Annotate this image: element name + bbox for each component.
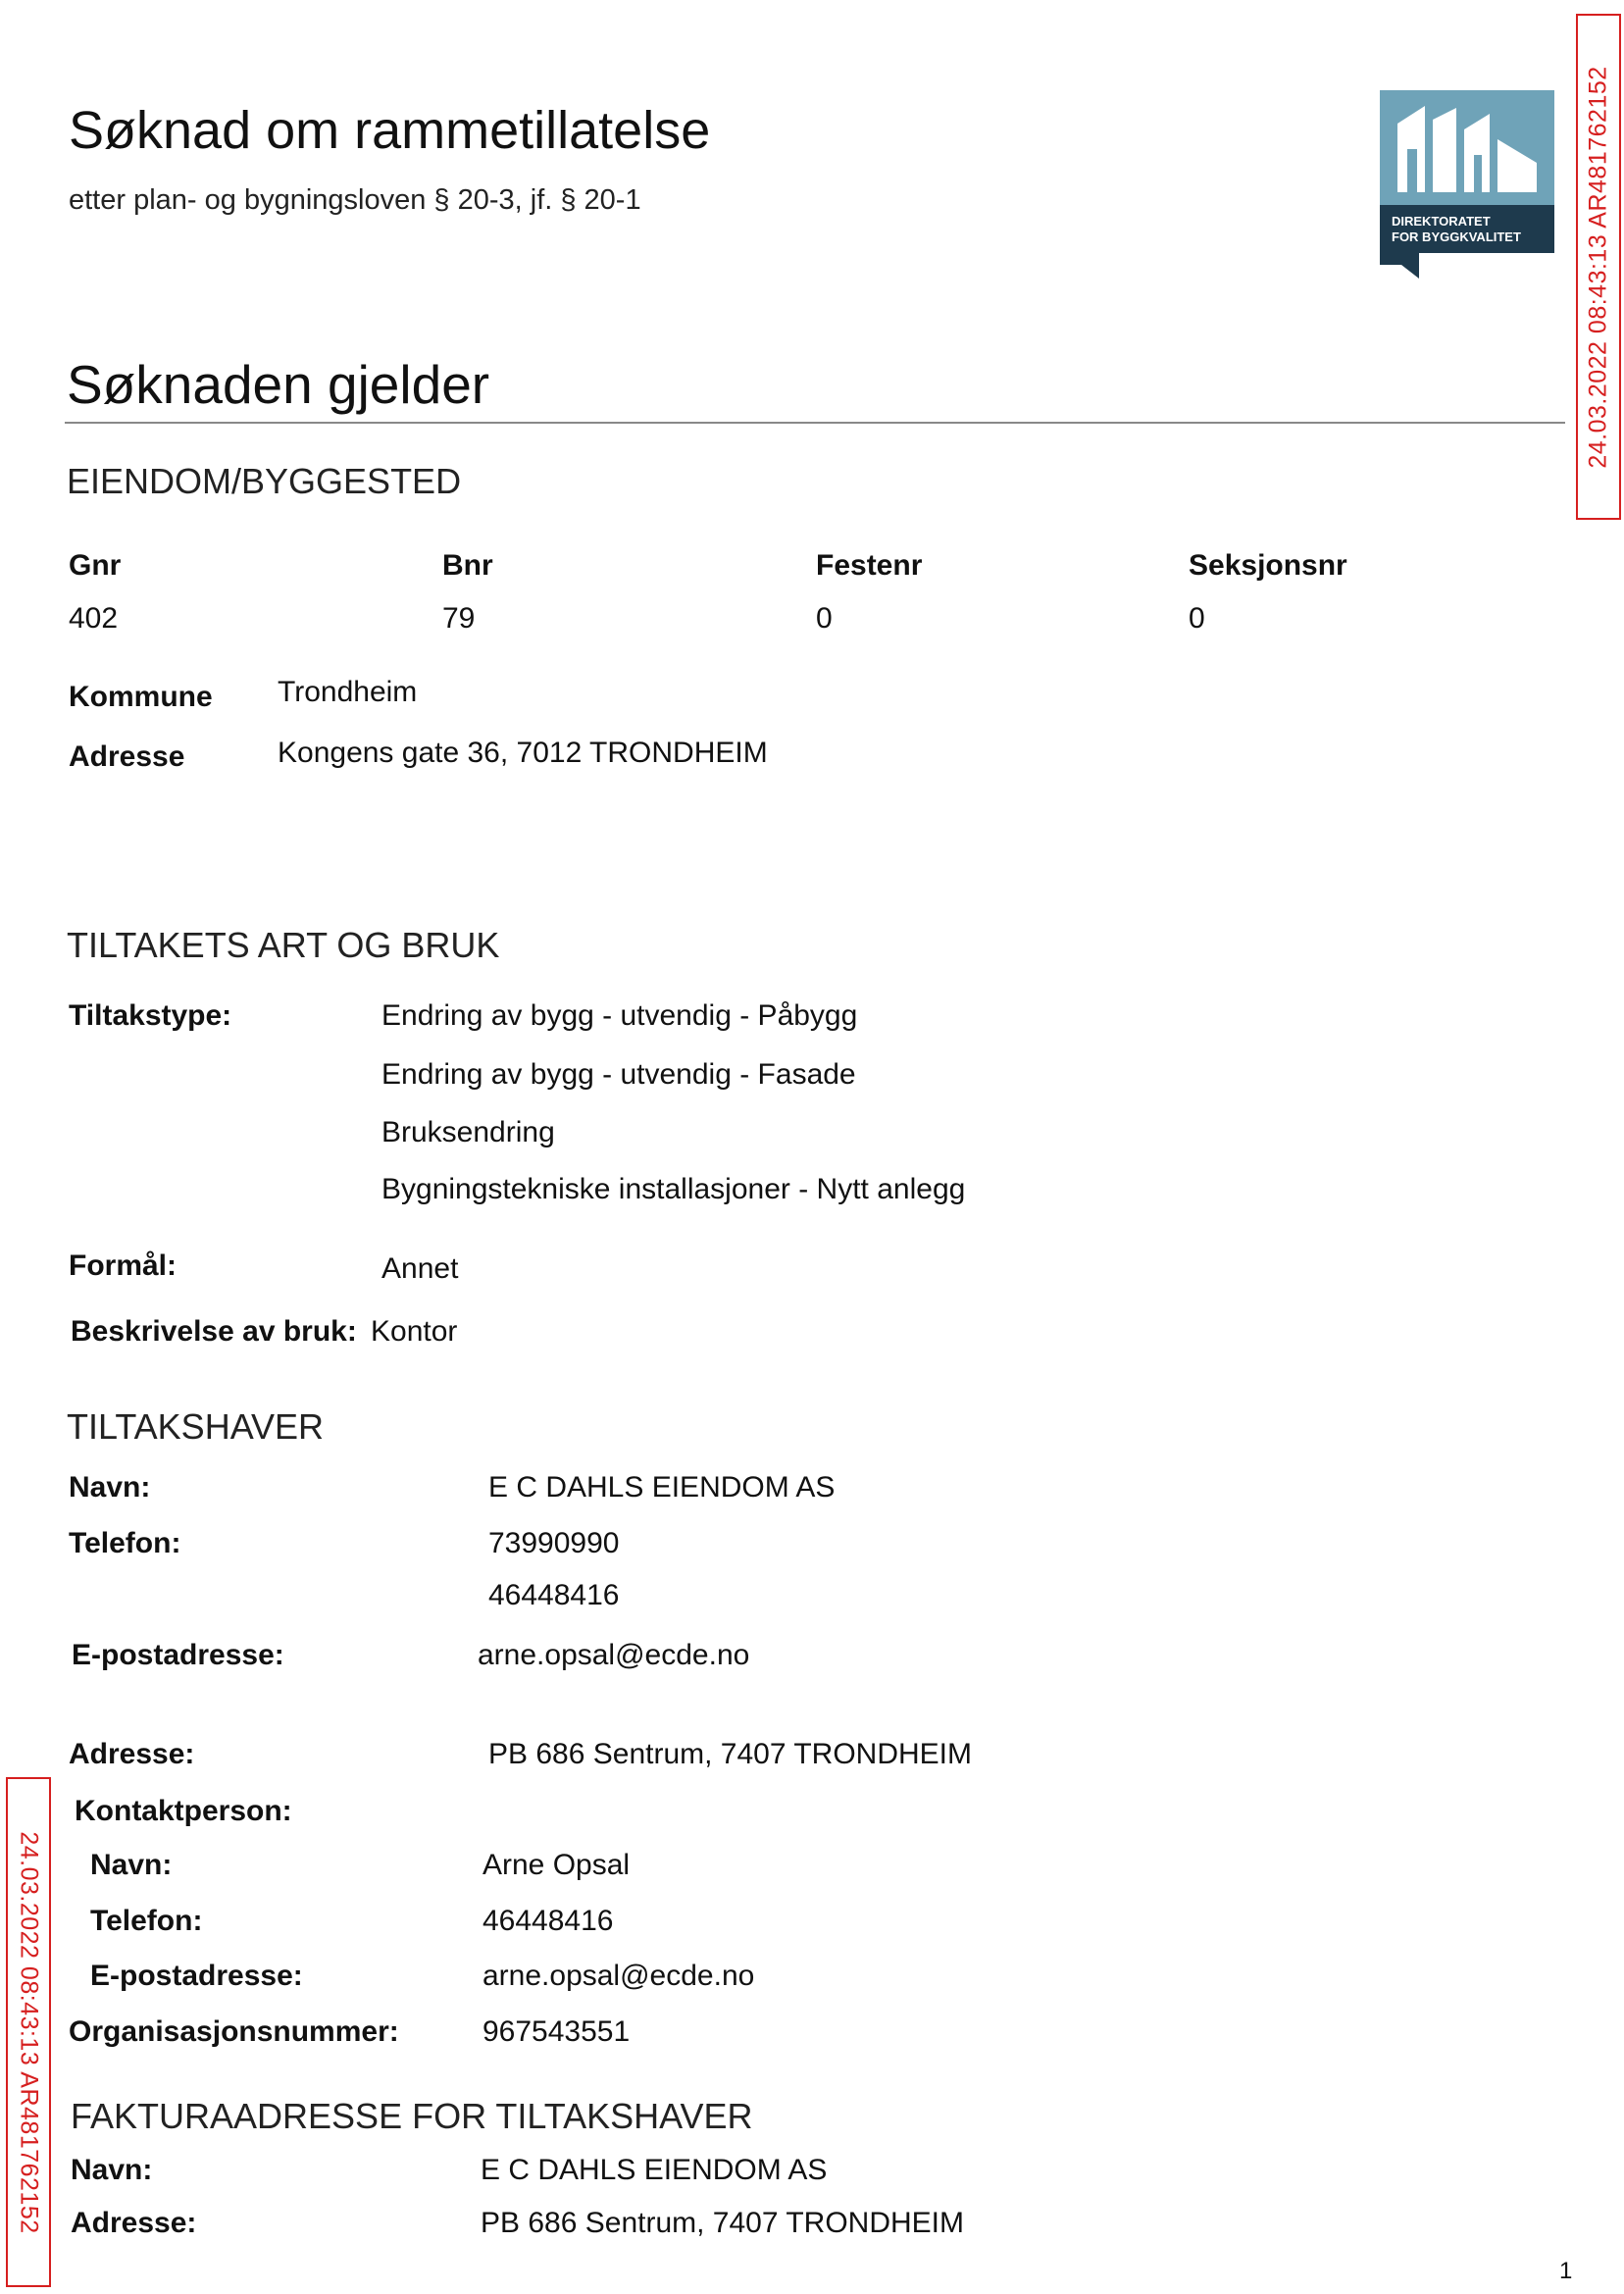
label-formal: Formål: (69, 1249, 178, 1282)
page-title: Søknad om rammetillatelse (69, 101, 711, 160)
tiltakstype-item: Bruksendring (381, 1116, 555, 1148)
label-seksjonsnr: Seksjonsnr (1189, 549, 1347, 582)
label-kontaktperson: Kontaktperson: (75, 1795, 292, 1827)
label-navn: Navn: (69, 1471, 151, 1504)
label-adresse: Adresse (69, 740, 185, 773)
value-navn: E C DAHLS EIENDOM AS (488, 1471, 836, 1504)
stamp-text: 24.03.2022 08:43:13 AR481762152 (15, 1830, 43, 2234)
value-kontakt-epost: arne.opsal@ecde.no (482, 1960, 755, 1992)
tiltakstype-item: Bygningstekniske installasjoner - Nytt anlegg (381, 1173, 966, 1205)
label-faktura-adresse: Adresse: (71, 2207, 197, 2239)
value-bnr: 79 (442, 602, 476, 635)
tiltakstype-item: Endring av bygg - utvendig - Fasade (381, 1058, 856, 1091)
timestamp-stamp-left (6, 1777, 51, 2287)
value-formal: Annet (381, 1252, 459, 1285)
value-tiltakshaver-adresse: PB 686 Sentrum, 7407 TRONDHEIM (488, 1738, 972, 1770)
label-kontakt-navn: Navn: (90, 1849, 173, 1881)
label-beskrivelse-bruk: Beskrivelse av bruk: (71, 1315, 357, 1348)
label-epost: E-postadresse: (72, 1639, 284, 1671)
value-faktura-adresse: PB 686 Sentrum, 7407 TRONDHEIM (481, 2207, 964, 2239)
tiltakstype-item: Endring av bygg - utvendig - Påbygg (381, 999, 858, 1032)
label-tiltakstype: Tiltakstype: (69, 999, 232, 1032)
value-telefon-1: 73990990 (488, 1527, 620, 1559)
label-bnr: Bnr (442, 549, 493, 582)
logo-text-line1: DIREKTORATET (1392, 214, 1491, 229)
dibk-logo (1380, 90, 1554, 279)
page-subtitle: etter plan- og bygningsloven § 20-3, jf. § 20-1 (69, 184, 641, 216)
stamp-text: 24.03.2022 08:43:13 AR481762152 (1584, 65, 1612, 469)
value-faktura-navn: E C DAHLS EIENDOM AS (481, 2154, 828, 2186)
label-telefon: Telefon: (69, 1527, 181, 1559)
heading-faktura: FAKTURAADRESSE FOR TILTAKSHAVER (71, 2096, 753, 2136)
label-festenr: Festenr (816, 549, 923, 582)
label-orgnr: Organisasjonsnummer: (69, 2015, 399, 2048)
section-title: Søknaden gjelder (67, 354, 490, 415)
heading-tiltakshaver: TILTAKSHAVER (67, 1406, 325, 1447)
label-kontakt-epost: E-postadresse: (90, 1960, 303, 1992)
label-faktura-navn: Navn: (71, 2154, 153, 2186)
heading-eiendom: EIENDOM/BYGGESTED (67, 461, 462, 501)
value-adresse: Kongens gate 36, 7012 TRONDHEIM (278, 737, 768, 769)
value-kontakt-telefon: 46448416 (482, 1905, 614, 1937)
value-seksjonsnr: 0 (1189, 602, 1205, 635)
label-kommune: Kommune (69, 681, 213, 713)
section-divider (65, 422, 1565, 424)
logo-graphic (1380, 90, 1554, 279)
value-kommune: Trondheim (278, 676, 418, 708)
value-epost: arne.opsal@ecde.no (478, 1639, 750, 1671)
value-festenr: 0 (816, 602, 833, 635)
value-orgnr: 967543551 (482, 2015, 631, 2048)
page-number: 1 (1559, 2258, 1573, 2284)
label-tiltakshaver-adresse: Adresse: (69, 1738, 195, 1770)
value-beskrivelse-bruk: Kontor (371, 1315, 458, 1348)
heading-tiltak: TILTAKETS ART OG BRUK (67, 925, 500, 965)
value-telefon-2: 46448416 (488, 1579, 620, 1611)
logo-text-line2: FOR BYGGKVALITET (1392, 229, 1521, 244)
label-gnr: Gnr (69, 549, 122, 582)
label-kontakt-telefon: Telefon: (90, 1905, 203, 1937)
value-kontakt-navn: Arne Opsal (482, 1849, 631, 1881)
timestamp-stamp-top (1576, 14, 1621, 520)
value-gnr: 402 (69, 602, 119, 635)
